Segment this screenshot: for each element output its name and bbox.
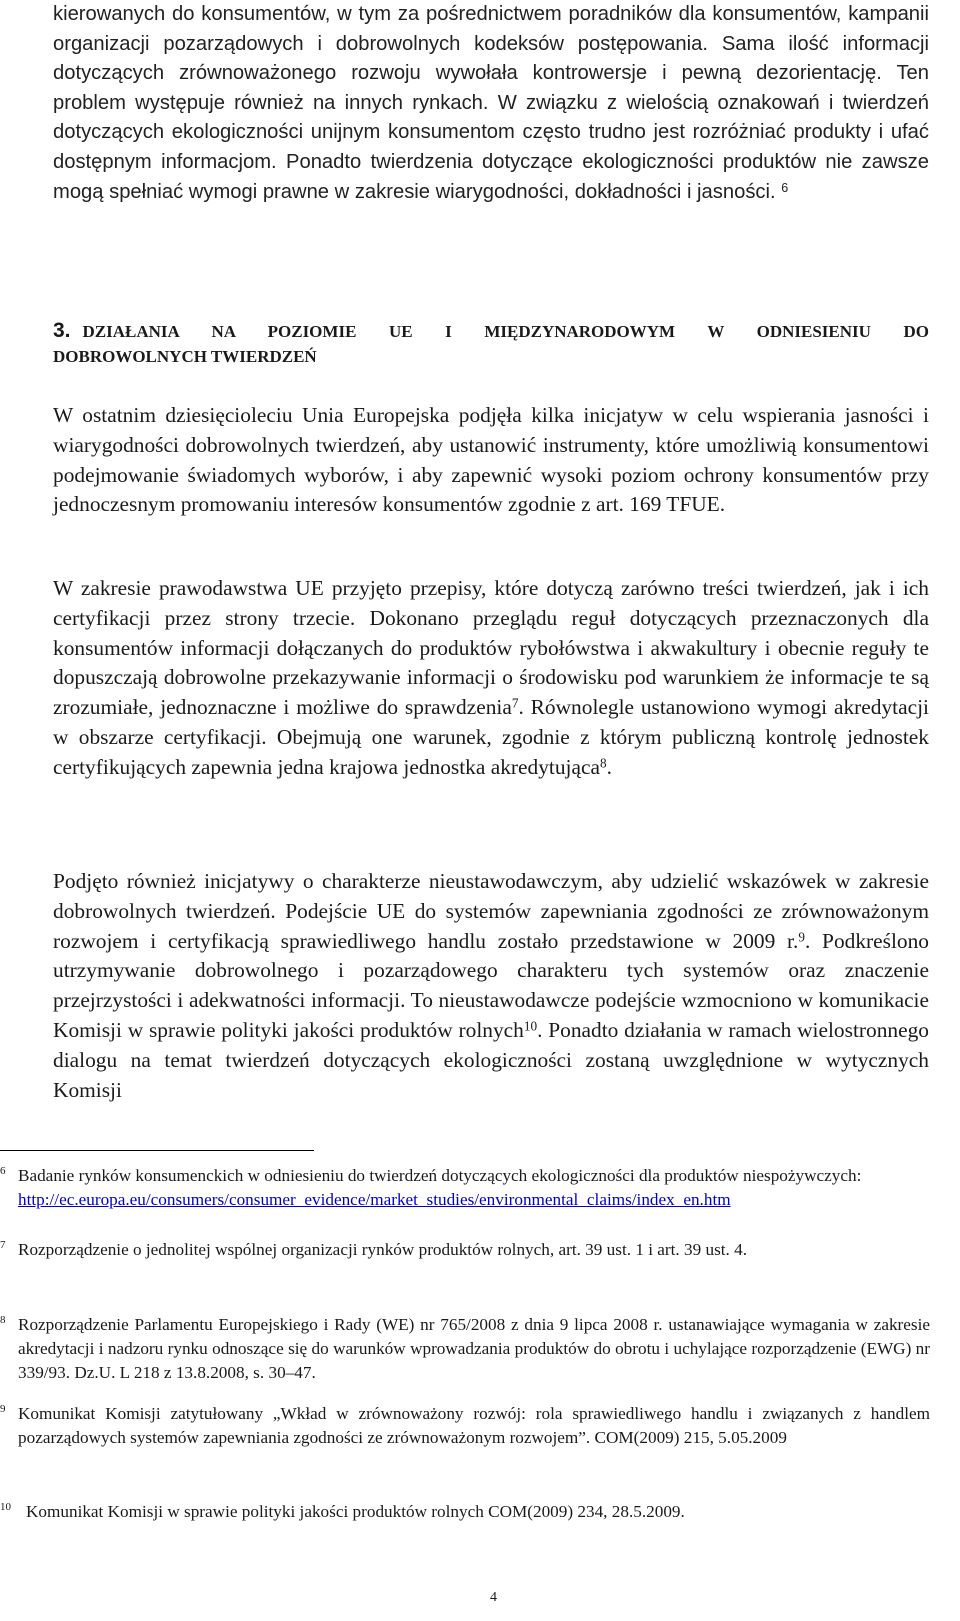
footnote-marker: 7 — [0, 1239, 6, 1251]
page-number: 4 — [490, 1590, 497, 1605]
paragraph-2-part3: . — [606, 754, 612, 779]
section-title-line2: DOBROWOLNYCH TWIERDZEŃ — [53, 347, 317, 366]
intro-paragraph-text: kierowanych do konsumentów, w tym za pośrednictwem poradników dla konsumentów, kampanii organizacji pozarządowych i dobrowolnych kodeksów postępowania. Sama ilość informacji dotyczących zrównoważonego rozwoju wywołała kontrowersje i pewną dezorientację. Ten problem występuje również na innych rynkach. W związku z wielością oznakowań i twierdzeń dotyczących ekologiczności unijnym konsumentom często trudno jest rozróżniać produkty i ufać dostępnym informacjom. Ponadto twierdzenia dotyczące ekologiczności produktów nie zawsze mogą spełniać wymogi prawne w zakresie wiarygodności, dokładności i jasności. — [53, 3, 929, 203]
paragraph-3-part1: Podjęto również inicjatywy o charakterze nieustawodawczym, aby udzielić wskazówek w zakresie dobrowolnych twierdzeń. Podejście UE do systemów zapewniania zgodności ze zrównoważonym rozwojem i certyfikacją sprawiedliwego handlu zostało przedstawione w 2009 r. — [53, 869, 929, 953]
footnote-10 — [0, 1500, 930, 1524]
paragraph-1: W ostatnim dziesięcioleciu Unia Europejska podjęła kilka inicjatyw w celu wspierania jasności i wiarygodności dobrowolnych twierdzeń, aby ustanowić instrumenty, które umożliwią konsumentowi podejmowanie świadomych wyborów, i aby zapewnić wysoki poziom ochrony konsumentów przy jednoczesnym promowaniu interesów konsumentów zgodnie z art. 169 TFUE. — [53, 403, 929, 517]
footnote-text: Komunikat Komisji w sprawie polityki jakości produktów rolnych COM(2009) 234, 28.5.2009. — [26, 1502, 685, 1521]
footnote-ref-7[interactable]: 7 — [511, 695, 519, 711]
footnote-ref-8[interactable]: 8 — [599, 755, 607, 771]
paragraph-2-part2: . Równolegle ustanowiono wymogi akredytacji w obszarze certyfikacji. Obejmują one warunek, zgodnie z którym publiczną kontrolę jednostek certyfikujących zapewnia jedna krajowa jednostka akredytująca — [53, 695, 929, 779]
footnote-6 — [0, 1164, 930, 1212]
intro-paragraph — [53, 0, 929, 207]
footnote-separator — [0, 1150, 314, 1151]
footnote-ref-10[interactable]: 10 — [523, 1018, 538, 1034]
paragraph-3 — [53, 867, 929, 1105]
footnote-ref-9[interactable]: 9 — [798, 928, 805, 944]
footnote-marker: 6 — [0, 1165, 6, 1177]
paragraph-2-part1: W zakresie prawodawstwa UE przyjęto przepisy, które dotyczą zarówno treści twierdzeń, jak i ich certyfikacji przez strony trzecie. Dokonano przeglądu reguł dotyczących przeznaczonych dla konsumentów informacji dołączanych do produktów rybołówstwa i akwakultury i obecnie reguły te dopuszczają dobrowolne przekazywanie informacji o środowisku pod warunkiem że informacje te są zrozumiałe, jednoznaczne i możliwe do sprawdzenia — [53, 576, 929, 720]
footnote-7 — [0, 1238, 930, 1262]
footnote-marker: 9 — [0, 1403, 6, 1415]
paragraph-3-part3: . Ponadto działania w ramach wielostronnego dialogu na temat twierdzeń dotyczących ekologiczności zostaną uwzględnione w wytycznych Komisji — [53, 1017, 929, 1102]
footnote-text: Rozporządzenie o jednolitej wspólnej organizacji rynków produktów rolnych, art. 39 ust. 1 i art. 39 ust. 4. — [18, 1240, 748, 1259]
footnote-9 — [0, 1402, 930, 1450]
paragraph-2 — [53, 574, 929, 783]
footnote-text: Rozporządzenie Parlamentu Europejskiego i Rady (WE) nr 765/2008 z dnia 9 lipca 2008 r. ustanawiające wymagania w zakresie akredytacji i nadzoru rynku odnoszące się do warunków wprowadzania produktów do obrotu i uchylające rozporządzenie (EWG) nr 339/93. Dz.U. L 218 z 13.8.2008, s. 30–47. — [18, 1315, 930, 1382]
footnote-link[interactable]: http://ec.europa.eu/consumers/consumer_evidence/market_studies/environmental_claims/index_en.htm — [18, 1190, 731, 1209]
footnote-marker: 8 — [0, 1314, 6, 1326]
footnote-ref-6[interactable]: 6 — [781, 180, 789, 195]
footnote-text: Badanie rynków konsumenckich w odniesieniu do twierdzeń dotyczących ekologiczności dla produktów niespożywczych: — [18, 1166, 862, 1185]
footnote-marker: 10 — [0, 1501, 11, 1513]
paragraph-3-part2: . Podkreślono utrzymywanie dobrowolnego i pozarządowego charakteru tych systemów oraz znaczenie przejrzystości i adekwatności informacji. To nieustawodawcze podejście wzmocniono w komunikacie Komisji w sprawie polityki jakości produktów rolnych — [53, 928, 930, 1042]
section-title-line1: DZIAŁANIA NA POZIOMIE UE I MIĘDZYNARODOWYM W ODNIESIENIU DO — [82, 322, 929, 341]
section-heading — [53, 318, 929, 345]
section-number: 3. — [53, 319, 71, 342]
footnote-8 — [0, 1313, 930, 1385]
footnote-text: Komunikat Komisji zatytułowany „Wkład w zrównoważony rozwój: rola sprawiedliwego handlu i związanych z handlem pozarządowych systemów zapewniania zgodności ze zrównoważonym rozwojem”. COM(2009) 215, 5.05.2009 — [18, 1404, 930, 1447]
